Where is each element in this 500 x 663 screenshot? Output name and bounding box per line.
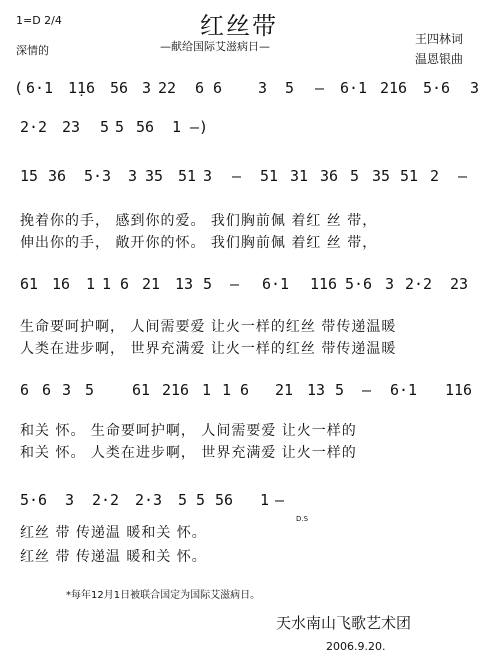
note: 13 [307,381,326,399]
note: 35 [145,167,164,185]
note: 3 [62,381,72,399]
note: 16 [52,275,71,293]
note: 35 [372,167,391,185]
lyric-verse2-line4: 红丝 带 传递温 暖和关 怀。 [20,549,207,565]
note: — [230,275,240,293]
note: 216 [380,79,408,97]
footnote: *每年12月1日被联合国定为国际艾滋病日。 [66,590,261,601]
note: 2·3 [135,491,163,509]
note: — [458,167,468,185]
lyric-verse1-line3: 和关 怀。 生命要呵护啊， 人间需要爱 让火一样的 [20,423,357,439]
note: 23 [62,118,81,136]
note: 3 [258,79,268,97]
note: 1̣16 [68,79,96,97]
tempo-mood: 深情的 [16,44,49,57]
note: 3 [385,275,395,293]
note: 1 [202,381,212,399]
note: 51 [260,167,279,185]
note: 13 [175,275,194,293]
note: 6·1 [390,381,418,399]
note: 3 [128,167,138,185]
note: 6 [20,381,30,399]
note: 3 [470,79,480,97]
song-title: 红丝带 [200,12,278,40]
note: — [362,381,372,399]
lyric-verse1-line1: 挽着你的手， 感到你的爱。 我们胸前佩 着红 丝 带， [20,213,378,229]
note: 5 [285,79,295,97]
note: 5·3 [84,167,112,185]
note: 5 [203,275,213,293]
notation-row-5 [0,380,500,400]
note: 22 [158,79,177,97]
song-subtitle: —献给国际艾滋病日— [160,40,270,53]
notation-row-3 [0,166,500,186]
note: 116 [445,381,473,399]
note: 5 [115,118,125,136]
note: 1 [172,118,182,136]
notation-row-4 [0,274,500,294]
note: 1 [86,275,96,293]
note: 3 [142,79,152,97]
note: 56 [136,118,155,136]
note: — [315,79,325,97]
composer: 温恩银曲 [415,52,464,66]
note: 216 [162,381,190,399]
lyric-verse2-line2: 人类在进步啊， 世界充满爱 让火一样的红丝 带传递温暖 [20,341,397,357]
lyricist: 王四林词 [415,32,464,46]
note: 5 [178,491,188,509]
lyric-verse2-line3: 和关 怀。 人类在进步啊， 世界充满爱 让火一样的 [20,445,357,461]
note: 51 [178,167,197,185]
note: 1 6 [222,381,250,399]
notation-row-2 [0,117,500,137]
note: 5·6 [345,275,373,293]
note: 3 [65,491,75,509]
note: 6 [42,381,52,399]
note: 21 [275,381,294,399]
note: 36 [320,167,339,185]
note: 6·1 [262,275,290,293]
note: 56 [110,79,129,97]
note: 6·1 [26,79,54,97]
note: 31 [290,167,309,185]
ds-mark: D.S [296,515,309,523]
note: ( [14,79,24,97]
note: 1 [260,491,270,509]
organization-signature: 天水南山飞歌艺术团 [276,614,412,632]
note: 5·6 [20,491,48,509]
note: 51 [400,167,419,185]
note: 2·2 [92,491,120,509]
note: 36 [48,167,67,185]
note: 56 [215,491,234,509]
notation-row-1 [0,78,500,98]
note: 5 [335,381,345,399]
note: 61 [20,275,39,293]
key-signature: 1=D 2/4 [16,14,62,27]
note: 116 [310,275,338,293]
note: 5 [196,491,206,509]
note: 2·2 [20,118,48,136]
lyric-verse1-line4: 红丝 带 传递温 暖和关 怀。 [20,525,207,541]
note: 61 [132,381,151,399]
note: 5·6 [423,79,451,97]
note: 23 [450,275,469,293]
note: — [232,167,242,185]
note: 21 [142,275,161,293]
note: 2·2 [405,275,433,293]
note: 6 6 [195,79,223,97]
signature-date: 2006.9.20. [326,640,386,653]
note: 5 [85,381,95,399]
note: 5 [100,118,110,136]
note: 6·1 [340,79,368,97]
note: — [275,491,285,509]
note: —) [190,118,209,136]
note: 5 [350,167,360,185]
lyric-verse1-line2: 生命要呵护啊， 人间需要爱 让火一样的红丝 带传递温暖 [20,319,397,335]
lyric-verse2-line1: 伸出你的手， 敞开你的怀。 我们胸前佩 着红 丝 带， [20,235,378,251]
note: 2 [430,167,440,185]
notation-row-6 [0,490,500,510]
note: 3 [203,167,213,185]
note: 1 6 [102,275,130,293]
note: 15 [20,167,39,185]
